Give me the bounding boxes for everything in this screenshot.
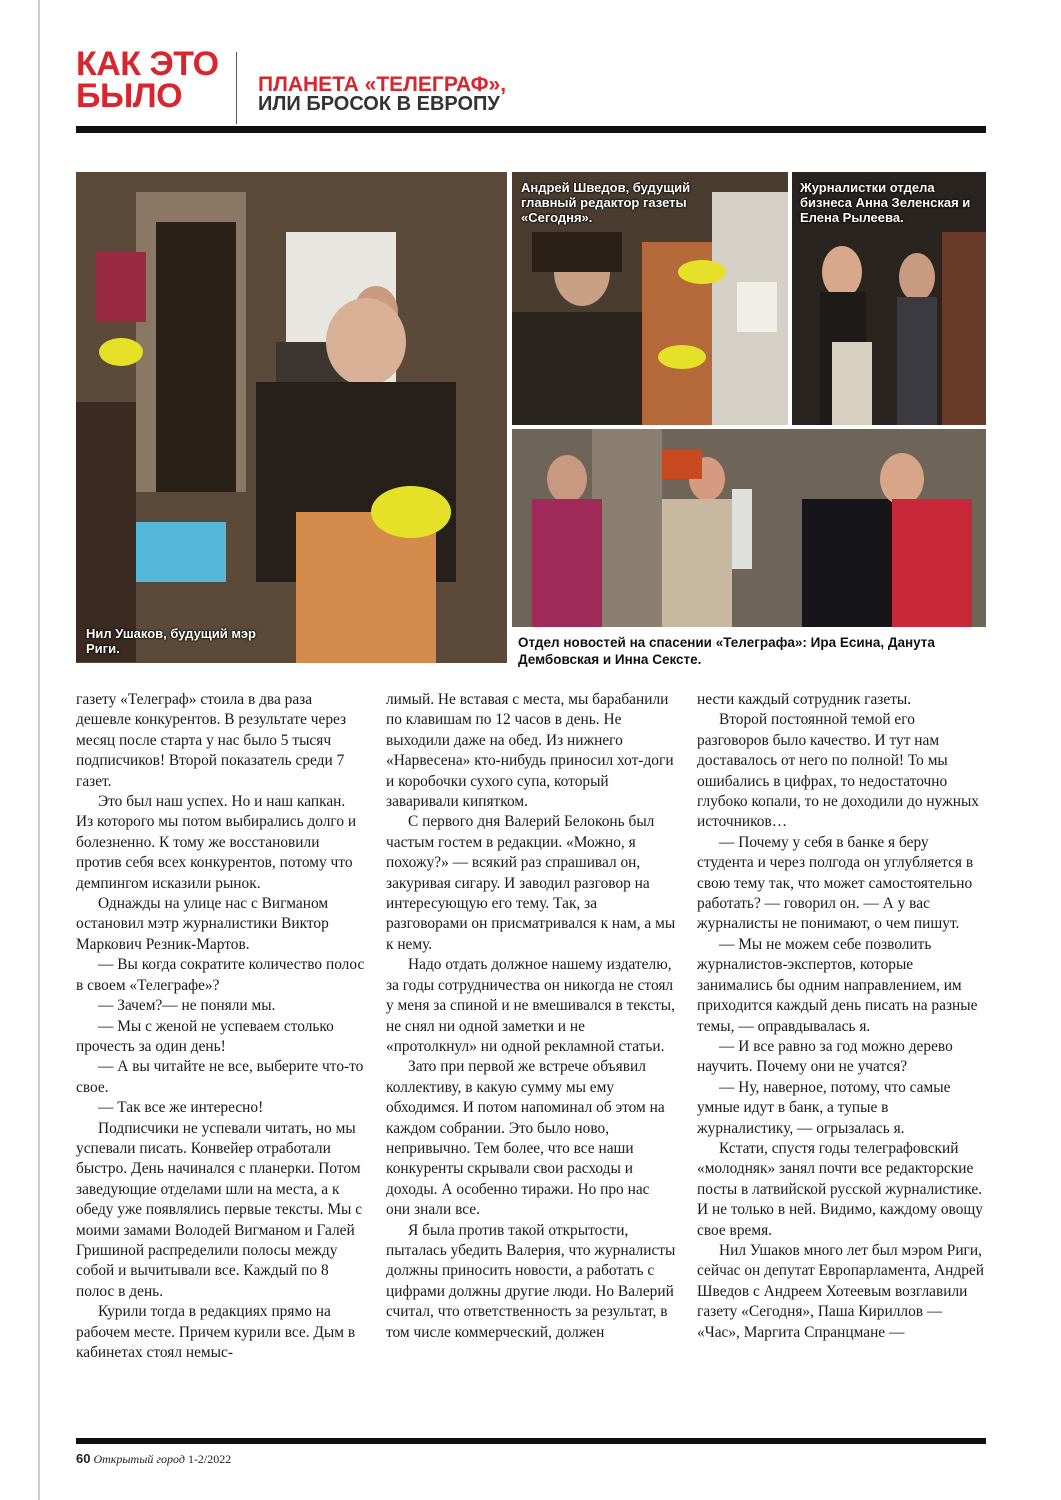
paragraph: — Вы когда сократите количество полос в своем «Телеграфе»?	[76, 956, 365, 994]
paragraph: — И все равно за год можно дерево научить. Почему они не учатся?	[697, 1037, 953, 1076]
paragraph: нести каждый сотрудник газеты.	[697, 691, 912, 708]
paragraph: — Мы не можем себе позволить журналистов-экспертов, которые занимались бы одним направлением, им приходится каждый день писать на разные темы, — оправдывалась я.	[697, 935, 978, 1035]
photo-caption-3: Журналистки отдела бизнеса Анна Зеленская и Елена Рылеева.	[800, 180, 971, 225]
header-divider	[236, 52, 237, 124]
paragraph: газету «Телеграф» стоила в два раза дешевле конкурентов. В результате через месяц после старта у нас было 5 тысяч подписчиков! Второй показатель среди 7 газет.	[76, 691, 347, 790]
paragraph: Нил Ушаков много лет был мэром Риги, сейчас он депутат Европарламента, Андрей Шведов с Андреем Хотеевым возглавили газету «Сегодня», Паша Кириллов — «Час», Маргита Спранцмане —	[697, 1241, 984, 1341]
paragraph: Я была против такой открытости, пыталась убедить Валерия, что журналисты должны приносить новости, а работать с цифрами должны другие люди. Но Валерий считал, что ответственность за результат, в том числе коммерческий, должен	[386, 1221, 676, 1341]
page-footer	[76, 1451, 231, 1467]
margin-rule	[38, 0, 40, 1500]
top-rule	[76, 126, 986, 133]
paragraph: Подписчики не успевали читать, но мы успевали писать. Конвейер отработали быстро. День начинался с планерки. Потом заведующие отделами шли на места, а к обеду уже появлялись первые тексты. Мы с моими замами Володей Вигманом и Галей Гришиной распределили полосы между собой и вычитывали все. Каждый по 8 полос в день.	[76, 1119, 363, 1300]
paragraph: — Почему у себя в банке я беру студента и через полгода он углубляется в свою тему так, что может самостоятельно работать? — говорил он. — А у вас журналисты не понимают, о чем пишут.	[697, 833, 974, 933]
paragraph: лимый. Не вставая с места, мы барабанили по клавишам по 12 часов в день. Не выходили даже на обед. Из нижнего «Нарвесена» кто-нибудь приносил хот-доги и коробочки сухого супа, который заваривали кипятком.	[386, 691, 674, 811]
page-number: 60	[76, 1451, 91, 1466]
paragraph: Это был наш успех. Но и наш капкан. Из которого мы потом выбирались долго и болезненно. К тому же восстановили против себя всех конкурентов, потому что демпингом исказили рынок.	[76, 793, 357, 892]
text-column-2	[386, 690, 676, 1343]
paragraph: Однажды на улице нас с Вигманом остановил мэтр журналистики Виктор Маркович Резник-Мартов.	[76, 895, 329, 953]
paragraph: Кстати, спустя годы телеграфовский «молодняк» занял почти все редакторские посты в латвийской русской журналистике. И не только в ней. Видимо, каждому овощу свое время.	[697, 1139, 983, 1239]
text-column-1	[76, 690, 366, 1363]
paragraph: Второй постоянной темой его разговоров было качество. И тут нам доставалось от него по полной! То мы ошибались в цифрах, то недостаточно глубоко копали, то не доходили до нужных источников…	[697, 711, 979, 831]
paragraph: — Мы с женой не успеваем столько прочесть за один день!	[76, 1017, 334, 1055]
photo-news-department	[512, 429, 986, 627]
paragraph: — Зачем?— не поняли мы.	[98, 997, 276, 1015]
photo-caption-1: Нил Ушаков, будущий мэр Риги.	[86, 626, 256, 656]
paragraph: Курили тогда в редакциях прямо на рабочем месте. Причем курили все. Дым в кабинетах стоял немыс-	[76, 1303, 356, 1361]
section-title: КАК ЭТО БЫЛО	[76, 45, 219, 115]
paragraph: С первого дня Валерий Белоконь был частым гостем в редакции. «Можно, я похожу?» — всякий раз спрашивал он, закуривая сигару. И заводил разговор на интересующую его тему. Так, за разговорами он присматривался к нам, а мы к нему.	[386, 813, 676, 953]
paragraph: Надо отдать должное нашему издателю, за годы сотрудничества он никогда не стоял у меня за спиной и не вмешивался в тексты, не снял ни одной заметки и не «протолкнул» ни одной рекламной статьи.	[386, 956, 675, 1055]
photo-caption-4: Отдел новостей на спасении «Телеграфа»: Ира Есина, Данута Дембовская и Инна Сексте.	[518, 635, 935, 667]
issue-number: 1-2/2022	[187, 1452, 232, 1466]
paragraph: — Ну, наверное, потому, что самые умные идут в банк, а тупые в журналистику, — огрызалась я.	[697, 1078, 951, 1137]
text-column-3	[697, 690, 987, 1343]
paragraph: — Так все же интересно!	[98, 1099, 264, 1117]
subheadline: ИЛИ БРОСОК В ЕВРОПУ	[258, 93, 500, 115]
bottom-rule	[76, 1438, 986, 1444]
paragraph: — А вы читайте не все, выберите что-то свое.	[76, 1058, 364, 1096]
paragraph: Зато при первой же встрече объявил коллективу, в какую сумму мы ему обходимся. И потом напоминал об этом на каждом собрании. Это было ново, непривычно. Тем более, что все наши конкуренты скрывали свои расходы и доходы. А особенно тиражи. Но про нас они знали все.	[386, 1058, 665, 1219]
photo-cleaning-cabinet	[76, 172, 507, 663]
magazine-name: Открытый город	[93, 1452, 185, 1466]
photo-caption-2: Андрей Шведов, будущий главный редактор газеты «Сегодня».	[521, 180, 691, 225]
headline: ПЛАНЕТА «ТЕЛЕГРАФ»,	[258, 73, 507, 96]
